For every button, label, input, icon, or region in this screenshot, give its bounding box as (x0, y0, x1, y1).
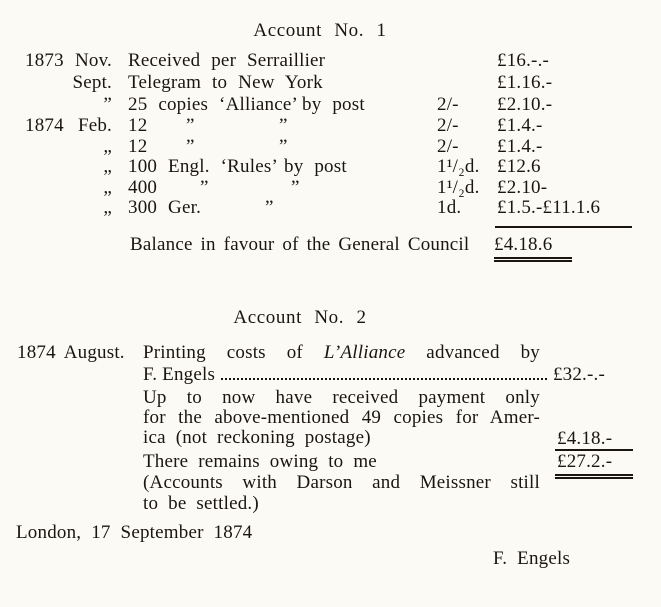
cell-via: by post (302, 94, 365, 115)
cell-description: 300 Ger. (128, 197, 202, 218)
ditto-mark: ” (186, 136, 195, 157)
amount-received: £4.18.- (557, 428, 613, 449)
cell-amount: £1.4.- (497, 115, 543, 136)
cell-amount: £1.5.-£11.1.6 (497, 197, 601, 218)
cell-description: Received per Serraillier (128, 50, 326, 71)
table-row (0, 198, 661, 218)
cell-rate: 2/- (437, 94, 459, 115)
cell-amount: £16.-.- (497, 50, 550, 71)
cell-description: 25 copies ‘Alliance’ (128, 94, 299, 115)
amount-advanced: £32.-.- (552, 364, 605, 385)
cell-year: 1873 (25, 50, 64, 71)
payee-name: F. Engels (143, 364, 216, 385)
ditto-mark: ” (279, 115, 288, 136)
cell-month-ditto: „ (103, 197, 112, 218)
account2-line-5: ica (not reckoning postage) (143, 427, 371, 448)
table-row (0, 95, 661, 115)
cell-month-ditto: „ (103, 136, 112, 157)
ditto-mark: ” (265, 197, 274, 218)
cell-via: by post (284, 156, 347, 177)
signature: F. Engels (493, 548, 571, 569)
cell-description: 400 (128, 177, 158, 198)
cell-description: 12 (128, 115, 148, 136)
cell-month: Sept. (72, 72, 112, 93)
account2-line-3: Up to now have received payment only (143, 387, 540, 408)
balance-amount: £4.18.6 (494, 235, 572, 262)
cell-rate: 1d. (437, 197, 462, 218)
cell-rate: 2/- (437, 136, 459, 157)
cell-description: 12 (128, 136, 148, 157)
cell-year: 1874 (25, 115, 64, 136)
cell-month-ditto: „ (103, 156, 112, 177)
balance-label: Balance in favour of the General Council (130, 234, 470, 255)
cell-description: Telegram to New York (128, 72, 323, 93)
account2-title: Account No. 2 (233, 307, 367, 328)
cell-rate: 1¹/₂d. (437, 156, 480, 177)
cell-month-ditto: ” (103, 94, 112, 115)
table-row (0, 116, 661, 136)
table-row (0, 51, 661, 71)
cell-amount: £2.10- (497, 177, 548, 198)
ditto-mark: ” (200, 177, 209, 198)
text-run: advanced by (405, 342, 540, 363)
cell-rate: 1¹/₂d. (437, 177, 480, 198)
cell-month: Feb. (77, 115, 112, 136)
cell-month-ditto: „ (103, 177, 112, 198)
ditto-mark: ” (291, 177, 300, 198)
alliance-title-italic: L’Alliance (323, 342, 406, 363)
cell-month: Nov. (74, 50, 112, 71)
dateline: London, 17 September 1874 (16, 522, 253, 543)
cell-rate: 2/- (437, 115, 459, 136)
cell-description: 100 Engl. ‘Rules’ (128, 156, 278, 177)
cell-amount: £1.16.- (497, 72, 553, 93)
account2-line-owing: There remains owing to me (143, 451, 377, 472)
ditto-mark: ” (279, 136, 288, 157)
account2-date: 1874 August. (17, 342, 125, 363)
account2-line-printing (143, 343, 540, 363)
text-run: Printing costs of (143, 342, 324, 363)
ditto-mark: ” (186, 115, 195, 136)
table-row (0, 157, 661, 177)
cell-amount: £1.4.- (497, 136, 543, 157)
account1-title: Account No. 1 (253, 20, 387, 41)
amount-owing: £27.2.- (555, 449, 633, 479)
cell-amount: £12.6 (497, 156, 541, 177)
account2-line-engels (143, 365, 605, 385)
table-row (0, 73, 661, 93)
account2-line-7: (Accounts with Darson and Meissner still (143, 472, 540, 493)
cell-amount: £2.10.- (497, 94, 553, 115)
account2-line-4: for the above-mentioned 49 copies for Amer- (143, 407, 540, 428)
table-row (0, 137, 661, 157)
account1-total-rule (495, 226, 632, 228)
dot-leader (221, 378, 547, 380)
account2-line-8: to be settled.) (143, 493, 259, 514)
table-row (0, 178, 661, 198)
